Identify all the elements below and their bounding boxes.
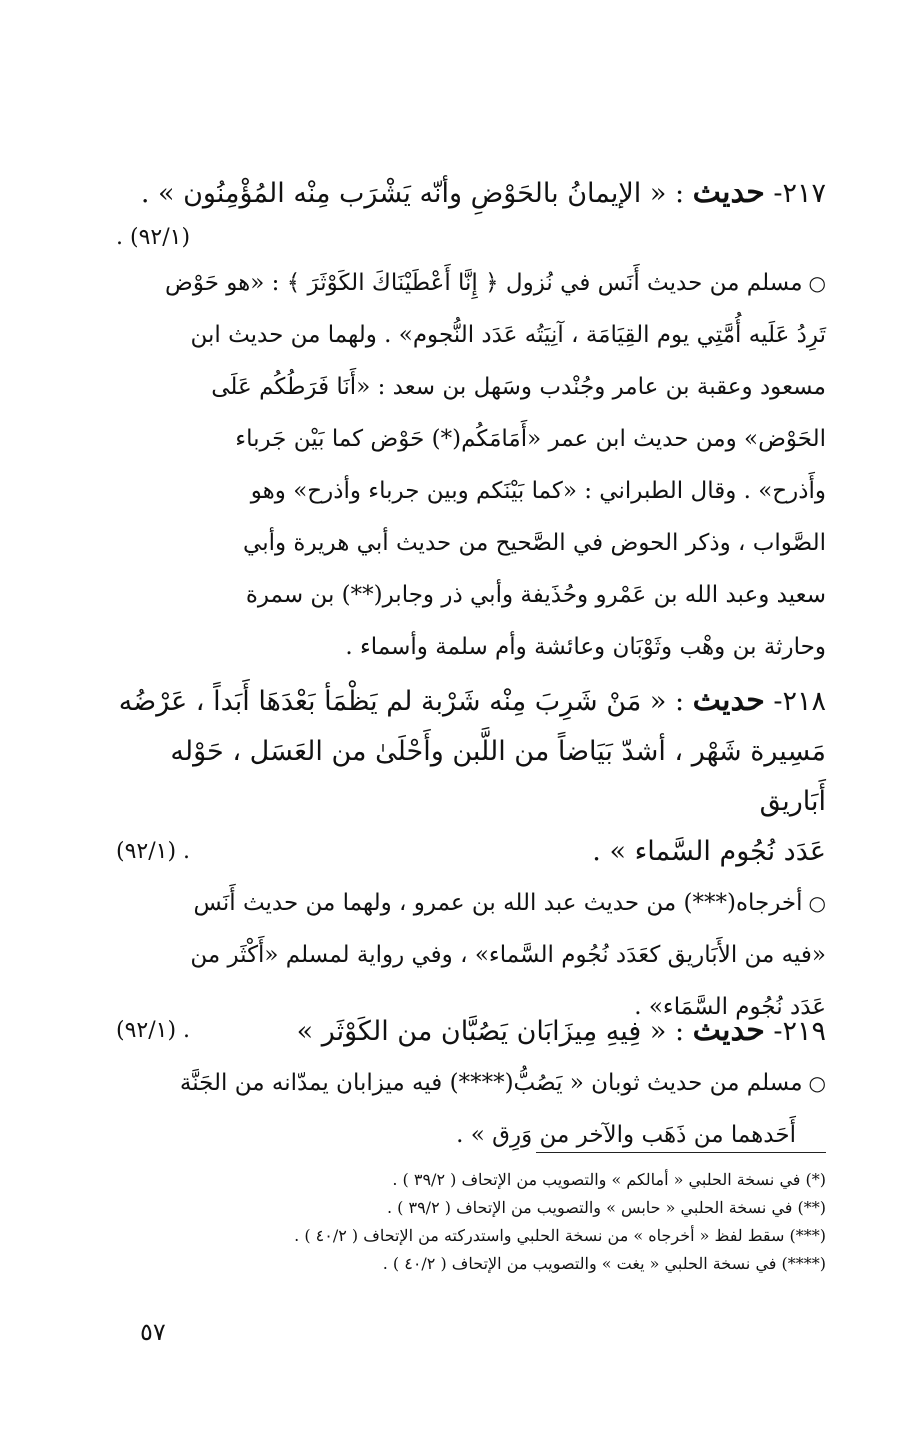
circle-bullet-icon: ○ — [808, 1071, 826, 1095]
hadith-number: ٢١٧- — [773, 178, 826, 209]
commentary-line: وأَذرح» . وقال الطبراني : «كما بَيْنَكم وبين جرباء وأذرح» وهو — [250, 478, 826, 504]
hadith-218 — [116, 676, 826, 1033]
hadith-text: : « الإيمانُ بالحَوْضِ وأنّه يَشْرَب مِنْه المُؤْمِنُون » . — [140, 178, 685, 209]
hadith-keyword: حديث — [692, 1013, 765, 1048]
hadith-reference: . (٩٢/١) — [116, 1018, 191, 1043]
commentary-line: ○أخرجاه(***) من حديث عبد الله بن عمرو ، ولهما من حديث أَنَس — [193, 890, 826, 916]
hadith-heading — [116, 168, 826, 219]
hadith-text-line: مَسِيرة شَهْر ، أشدّ بَيَاضاً من اللَّبن وأَحْلَىٰ من العَسَل ، حَوْله أَبَاريق — [170, 736, 826, 817]
hadith-reference: . (٩٢/١) — [116, 839, 191, 864]
footnote: (***) سقط لفظ « أخرجاه » من نسخة الحلبي واستدركته من الإتحاف ( ٤٠/٢ ) . — [294, 1226, 826, 1245]
footnote: (****) في نسخة الحلبي « يغت » والتصويب من الإتحاف ( ٤٠/٢ ) . — [382, 1254, 826, 1273]
commentary-line: عَدَد نُجُوم السَّمَاء» . — [634, 994, 826, 1020]
hadith-keyword: حديث — [692, 683, 765, 718]
footnote: (*) في نسخة الحلبي « أمالكم » والتصويب من الإتحاف ( ٣٩/٢ ) . — [392, 1170, 826, 1189]
hadith-text-line: عَدَد نُجُوم السَّماء » . . (٩٢/١) — [116, 827, 826, 877]
hadith-heading — [116, 1006, 826, 1057]
hadith-number: ٢١٨- — [773, 686, 826, 717]
commentary-line: أَحَدهما من ذَهَب والآخر من وَرِق » . — [456, 1122, 796, 1148]
hadith-heading — [116, 676, 826, 727]
hadith-number: ٢١٩- — [773, 1016, 826, 1047]
footnote-divider — [536, 1152, 826, 1153]
commentary-line: مسعود وعقبة بن عامر وجُنْدب وسَهل بن سعد : «أَنَا فَرَطُكُم عَلَى — [211, 374, 826, 400]
footnotes — [116, 1152, 826, 1278]
commentary-line: ○مسلم من حديث أَنَس في نُزول ﴿ إِنَّا أَعْطَيْنَاكَ الكَوْثَرَ ﴾ : «هو حَوْض — [165, 270, 826, 296]
circle-bullet-icon: ○ — [808, 891, 826, 915]
hadith-text: : « فِيهِ مِيزَابَان يَصُبَّان من الكَوْثَر » — [296, 1016, 685, 1047]
commentary-line: تَرِدُ عَلَيه أُمَّتِي يوم القِيَامَة ، آنِيَتُه عَدَد النُّجوم» . ولهما من حديث ابن — [190, 322, 826, 348]
hadith-219 — [116, 1006, 826, 1161]
commentary-line: الحَوْض» ومن حديث ابن عمر «أَمَامَكُم(*) حَوْض كما بَيْن جَرباء — [235, 426, 826, 452]
commentary-line: الصَّواب ، وذكر الحوض في الصَّحيح من حديث أبي هريرة وأبي — [243, 530, 826, 556]
commentary-line: «فيه من الأَبَاريق كعَدَد نُجُوم السَّماء» ، وفي رواية لمسلم «أَكْثَر من — [190, 942, 826, 968]
commentary-line: وحارثة بن وهْب وثَوْبَان وعائشة وأم سلمة وأسماء . — [345, 634, 826, 660]
hadith-text: : « مَنْ شَرِبَ مِنْه شَرْبة لم يَظْمَأ بَعْدَهَا أَبَداً ، عَرْضُه — [118, 686, 685, 717]
footnote: (**) في نسخة الحلبي « حابس » والتصويب من الإتحاف ( ٣٩/٢ ) . — [386, 1198, 826, 1217]
circle-bullet-icon: ○ — [808, 271, 826, 295]
commentary-line: ○مسلم من حديث ثوبان « يَصُبُّ(****) فيه ميزابان يمدّانه من الجَنَّة — [179, 1070, 826, 1096]
hadith-217 — [116, 168, 826, 673]
hadith-reference: . (٩٢/١) — [116, 225, 191, 250]
commentary-line: سعيد وعبد الله بن عَمْرو وحُذَيفة وأبي ذر وجابر(**) بن سمرة — [245, 582, 826, 608]
page-number: ٥٧ — [140, 1318, 166, 1346]
hadith-keyword: حديث — [692, 175, 765, 210]
